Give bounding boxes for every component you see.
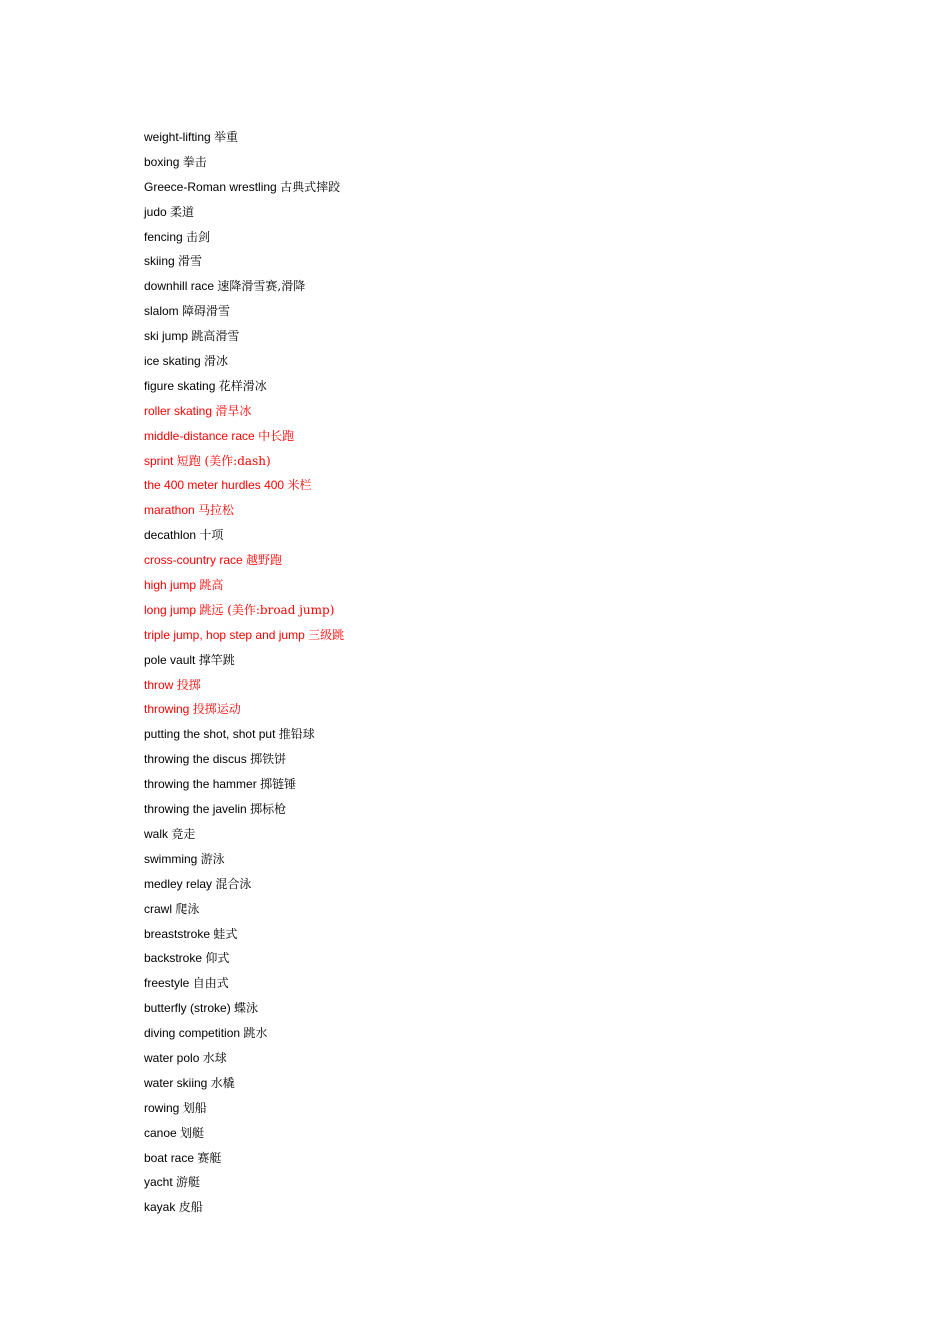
chinese-translation: 爬泳	[175, 901, 200, 916]
english-term: figure skating	[144, 378, 219, 393]
chinese-translation: 赛艇	[197, 1150, 222, 1165]
vocab-entry	[144, 324, 344, 349]
english-term: throwing	[144, 702, 193, 717]
vocab-entry	[144, 225, 344, 250]
english-term: marathon	[144, 503, 199, 518]
vocab-entry	[144, 1170, 344, 1195]
vocab-entry	[144, 946, 344, 971]
chinese-translation: 划艇	[180, 1125, 205, 1140]
chinese-translation: 滑旱冰	[215, 403, 252, 418]
english-term: triple jump, hop step and jump	[144, 627, 309, 642]
english-term: freestyle	[144, 976, 193, 991]
chinese-translation: 撑竿跳	[198, 652, 235, 667]
chinese-translation: 拳击	[182, 154, 207, 169]
chinese-translation: 游艇	[176, 1175, 201, 1190]
chinese-translation: 掷链锤	[260, 777, 297, 792]
vocab-entry	[144, 747, 344, 772]
vocab-entry	[144, 1071, 344, 1096]
english-term: throwing the discus	[144, 752, 251, 767]
vocab-entry	[144, 548, 344, 573]
chinese-translation: 滑雪	[178, 254, 203, 269]
chinese-translation: 越野跑	[246, 553, 283, 568]
vocab-entry	[144, 971, 344, 996]
chinese-translation: 花样滑冰	[218, 378, 267, 393]
chinese-translation: 短跑 (美作:dash)	[176, 453, 271, 468]
chinese-translation: 混合泳	[215, 876, 252, 891]
english-term: putting the shot, shot put	[144, 727, 279, 742]
vocab-entry	[144, 673, 344, 698]
english-term: backstroke	[144, 951, 206, 966]
sports-vocabulary-list	[144, 125, 344, 1220]
vocab-entry	[144, 125, 344, 150]
chinese-translation: 击剑	[186, 229, 211, 244]
vocab-entry	[144, 822, 344, 847]
vocab-entry	[144, 150, 344, 175]
english-term: throw	[144, 677, 177, 692]
chinese-translation: 跳高	[199, 578, 224, 593]
vocab-entry	[144, 797, 344, 822]
english-term: boat race	[144, 1150, 198, 1165]
vocab-entry	[144, 1146, 344, 1171]
english-term: sprint	[144, 453, 177, 468]
chinese-translation: 游泳	[200, 851, 225, 866]
vocab-entry	[144, 1195, 344, 1220]
vocab-entry	[144, 897, 344, 922]
chinese-translation: 跳高滑雪	[191, 329, 240, 344]
english-term: throwing the hammer	[144, 777, 261, 792]
chinese-translation: 中长跑	[258, 428, 295, 443]
chinese-translation: 皮船	[178, 1200, 203, 1215]
chinese-translation: 自由式	[192, 976, 229, 991]
english-term: walk	[144, 826, 172, 841]
chinese-translation: 柔道	[170, 204, 195, 219]
english-term: medley relay	[144, 876, 216, 891]
chinese-translation: 划船	[182, 1100, 207, 1115]
vocab-entry	[144, 648, 344, 673]
chinese-translation: 马拉松	[198, 503, 235, 518]
vocab-entry	[144, 1121, 344, 1146]
vocab-entry	[144, 274, 344, 299]
english-term: the 400 meter hurdles 400	[144, 478, 288, 493]
english-term: Greece-Roman wrestling	[144, 179, 281, 194]
chinese-translation: 蝶泳	[234, 1001, 259, 1016]
chinese-translation: 投掷	[176, 677, 201, 692]
english-term: downhill race	[144, 279, 218, 294]
chinese-translation: 速降滑雪赛,滑降	[217, 279, 306, 294]
english-term: roller skating	[144, 403, 216, 418]
english-term: high jump	[144, 578, 200, 593]
english-term: water polo	[144, 1050, 203, 1065]
english-term: yacht	[144, 1175, 177, 1190]
english-term: weight-lifting	[144, 130, 215, 144]
english-term: kayak	[144, 1200, 179, 1215]
vocab-entry	[144, 598, 344, 623]
vocab-entry	[144, 249, 344, 274]
chinese-translation: 障碍滑雪	[182, 304, 231, 319]
english-term: crawl	[144, 901, 176, 916]
vocab-entry	[144, 424, 344, 449]
english-term: decathlon	[144, 528, 200, 543]
vocab-entry	[144, 722, 344, 747]
vocab-entry	[144, 922, 344, 947]
chinese-translation: 水橇	[210, 1075, 235, 1090]
vocab-entry	[144, 872, 344, 897]
chinese-translation: 投掷运动	[192, 702, 241, 717]
chinese-translation: 推铅球	[278, 727, 315, 742]
chinese-translation: 举重	[214, 130, 239, 144]
chinese-translation: 竞走	[171, 826, 196, 841]
chinese-translation: 水球	[202, 1050, 227, 1065]
vocab-entry	[144, 772, 344, 797]
chinese-translation: 古典式摔跤	[280, 179, 341, 194]
vocab-entry	[144, 996, 344, 1021]
vocab-entry	[144, 1096, 344, 1121]
english-term: swimming	[144, 851, 201, 866]
english-term: breaststroke	[144, 926, 214, 941]
vocab-entry	[144, 374, 344, 399]
english-term: butterfly (stroke)	[144, 1001, 235, 1016]
english-term: water skiing	[144, 1075, 211, 1090]
english-term: judo	[144, 204, 171, 219]
vocab-entry	[144, 349, 344, 374]
english-term: diving competition	[144, 1026, 244, 1041]
chinese-translation: 十项	[199, 528, 224, 543]
vocab-entry	[144, 498, 344, 523]
english-term: throwing the javelin	[144, 802, 251, 817]
vocab-entry	[144, 523, 344, 548]
vocab-entry	[144, 573, 344, 598]
vocab-entry	[144, 473, 344, 498]
english-term: slalom	[144, 304, 183, 319]
chinese-translation: 掷标枪	[250, 802, 287, 817]
vocab-entry	[144, 175, 344, 200]
vocab-entry	[144, 399, 344, 424]
english-term: skiing	[144, 254, 179, 269]
chinese-translation: 滑冰	[204, 354, 229, 369]
chinese-translation: 掷铁饼	[250, 752, 287, 767]
english-term: cross-country race	[144, 553, 247, 568]
vocab-entry	[144, 449, 344, 474]
vocab-entry	[144, 1021, 344, 1046]
chinese-translation: 蛙式	[213, 926, 238, 941]
vocab-entry	[144, 299, 344, 324]
english-term: ice skating	[144, 354, 205, 369]
chinese-translation: 跳水	[243, 1026, 268, 1041]
vocab-entry	[144, 623, 344, 648]
english-term: rowing	[144, 1100, 183, 1115]
vocab-entry	[144, 200, 344, 225]
english-term: fencing	[144, 229, 187, 244]
english-term: canoe	[144, 1125, 181, 1140]
english-term: boxing	[144, 154, 183, 169]
english-term: ski jump	[144, 329, 192, 344]
english-term: long jump	[144, 602, 200, 617]
chinese-translation: 跳远 (美作:broad jump)	[199, 602, 335, 617]
chinese-translation: 仰式	[205, 951, 230, 966]
vocab-entry	[144, 847, 344, 872]
english-term: middle-distance race	[144, 428, 259, 443]
vocab-entry	[144, 1046, 344, 1071]
chinese-translation: 米栏	[287, 478, 312, 493]
chinese-translation: 三级跳	[308, 627, 345, 642]
english-term: pole vault	[144, 652, 199, 667]
vocab-entry	[144, 697, 344, 722]
